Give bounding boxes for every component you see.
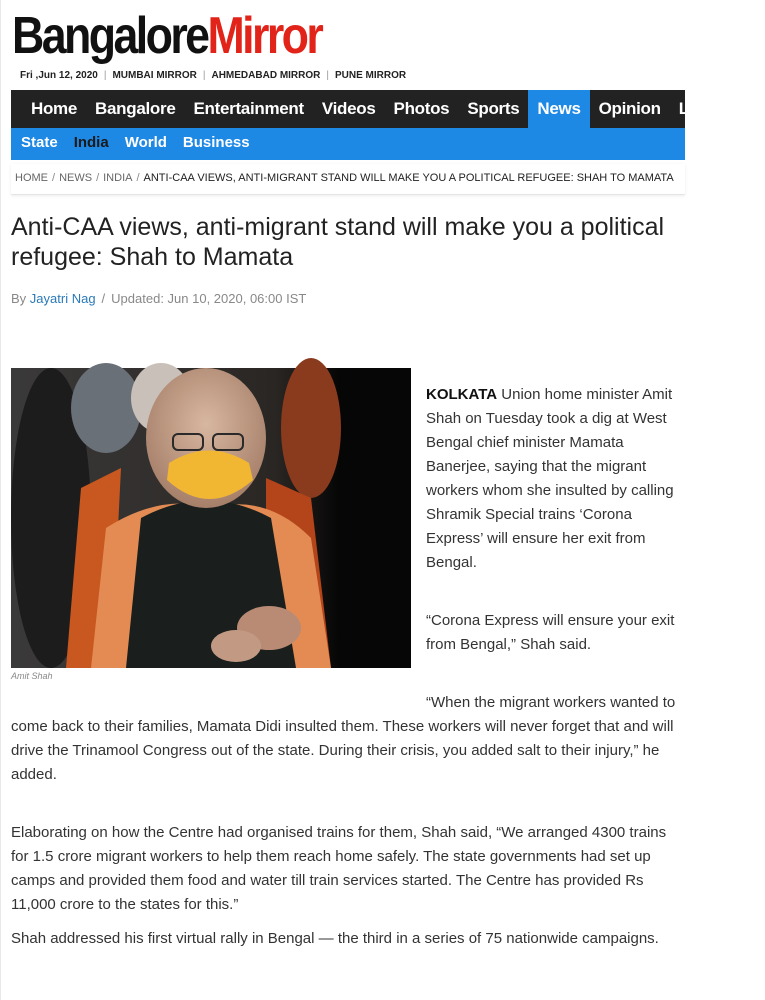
subnav-item-state[interactable]: State (21, 134, 58, 151)
edition-link-mumbai[interactable]: MUMBAI MIRROR (112, 70, 197, 81)
breadcrumb-separator: / (96, 172, 100, 184)
separator: | (326, 70, 329, 81)
article-paragraph: “Corona Express will ensure your exit from Bengal,” Shah said. (426, 612, 675, 653)
separator: | (103, 70, 107, 81)
separator: | (202, 70, 206, 81)
nav-item-videos[interactable]: Videos (321, 99, 376, 118)
breadcrumb-separator: / (136, 172, 140, 184)
nav-item-photos[interactable]: Photos (393, 99, 450, 118)
subnav-item-world[interactable]: World (124, 134, 167, 151)
subnav-item-india[interactable]: India (73, 134, 109, 151)
byline (11, 291, 306, 306)
article-paragraph: Shah addressed his first virtual rally in Bengal — the third in a series of 75 nationwide campaigns. (11, 930, 659, 947)
breadcrumb-news[interactable]: NEWS (59, 172, 93, 184)
nav-item-loksabha[interactable]: Loksabha (678, 99, 756, 118)
nav-item-news[interactable]: News (528, 90, 589, 128)
byline-separator: / (101, 291, 106, 306)
updated-time: Updated: Jun 10, 2020, 06:00 IST (111, 291, 307, 306)
paragraph-text: Union home minister Amit Shah on Tuesday took a dig at West Bengal chief minister Mamata Banerjee, saying that the migrant workers whom she insulted by calling Shramik Special trains ‘Corona Express’ will ensure her exit from Bengal. (426, 386, 674, 571)
article-photo (11, 368, 411, 668)
nav-item-home[interactable]: Home (31, 99, 78, 118)
page-edge (0, 0, 1, 1000)
nav-item-opinion[interactable]: Opinion (598, 99, 661, 118)
breadcrumb-separator: / (52, 172, 56, 184)
breadcrumb-home[interactable]: HOME (15, 172, 48, 184)
article-paragraph (426, 383, 676, 575)
breadcrumb (11, 164, 685, 195)
author-link[interactable]: Jayatri Nag (29, 291, 96, 306)
sub-nav (11, 128, 685, 160)
edition-link-pune[interactable]: PUNE MIRROR (334, 70, 407, 81)
dateline: KOLKATA (426, 386, 498, 403)
main-nav (11, 90, 756, 128)
editions-bar (20, 70, 406, 81)
nav-item-sports[interactable]: Sports (467, 99, 520, 118)
subnav-item-business[interactable]: Business (182, 134, 250, 151)
photo-illustration (11, 368, 411, 668)
edition-link-ahmedabad[interactable]: AHMEDABAD MIRROR (211, 70, 321, 81)
breadcrumb-current: ANTI-CAA VIEWS, ANTI-MIGRANT STAND WILL MAKE YOU A POLITICAL REFUGEE: SHAH TO MAMATA (143, 172, 674, 184)
current-date: Fri ,Jun 12, 2020 (20, 70, 98, 81)
article-title: Anti-CAA views, anti-migrant stand will make you a political refugee: Shah to Mamata (11, 213, 665, 271)
article-paragraph: Elaborating on how the Centre had organised trains for them, Shah said, “We arranged 4300 trains for 1.5 crore migrant workers to help them reach home safely. The state governments had set up camps and provided them food and water till train services started. The Centre has provided Rs 11,000 crore to the states for this.” (11, 824, 667, 913)
article-paragraph: “When the migrant workers wanted to come back to their families, Mamata Didi insulted them. These workers will never forget that and will drive the Trinamool Congress out of the state. During their crisis, you added salt to their injury,” he added. (11, 694, 676, 783)
photo-caption: Amit Shah (11, 671, 53, 681)
byline-prefix: By (11, 291, 27, 306)
breadcrumb-india[interactable]: INDIA (103, 172, 133, 184)
nav-item-entertainment[interactable]: Entertainment (193, 99, 304, 118)
site-logo[interactable]: BangaloreMirror (12, 7, 322, 65)
nav-item-bangalore[interactable]: Bangalore (95, 99, 176, 118)
